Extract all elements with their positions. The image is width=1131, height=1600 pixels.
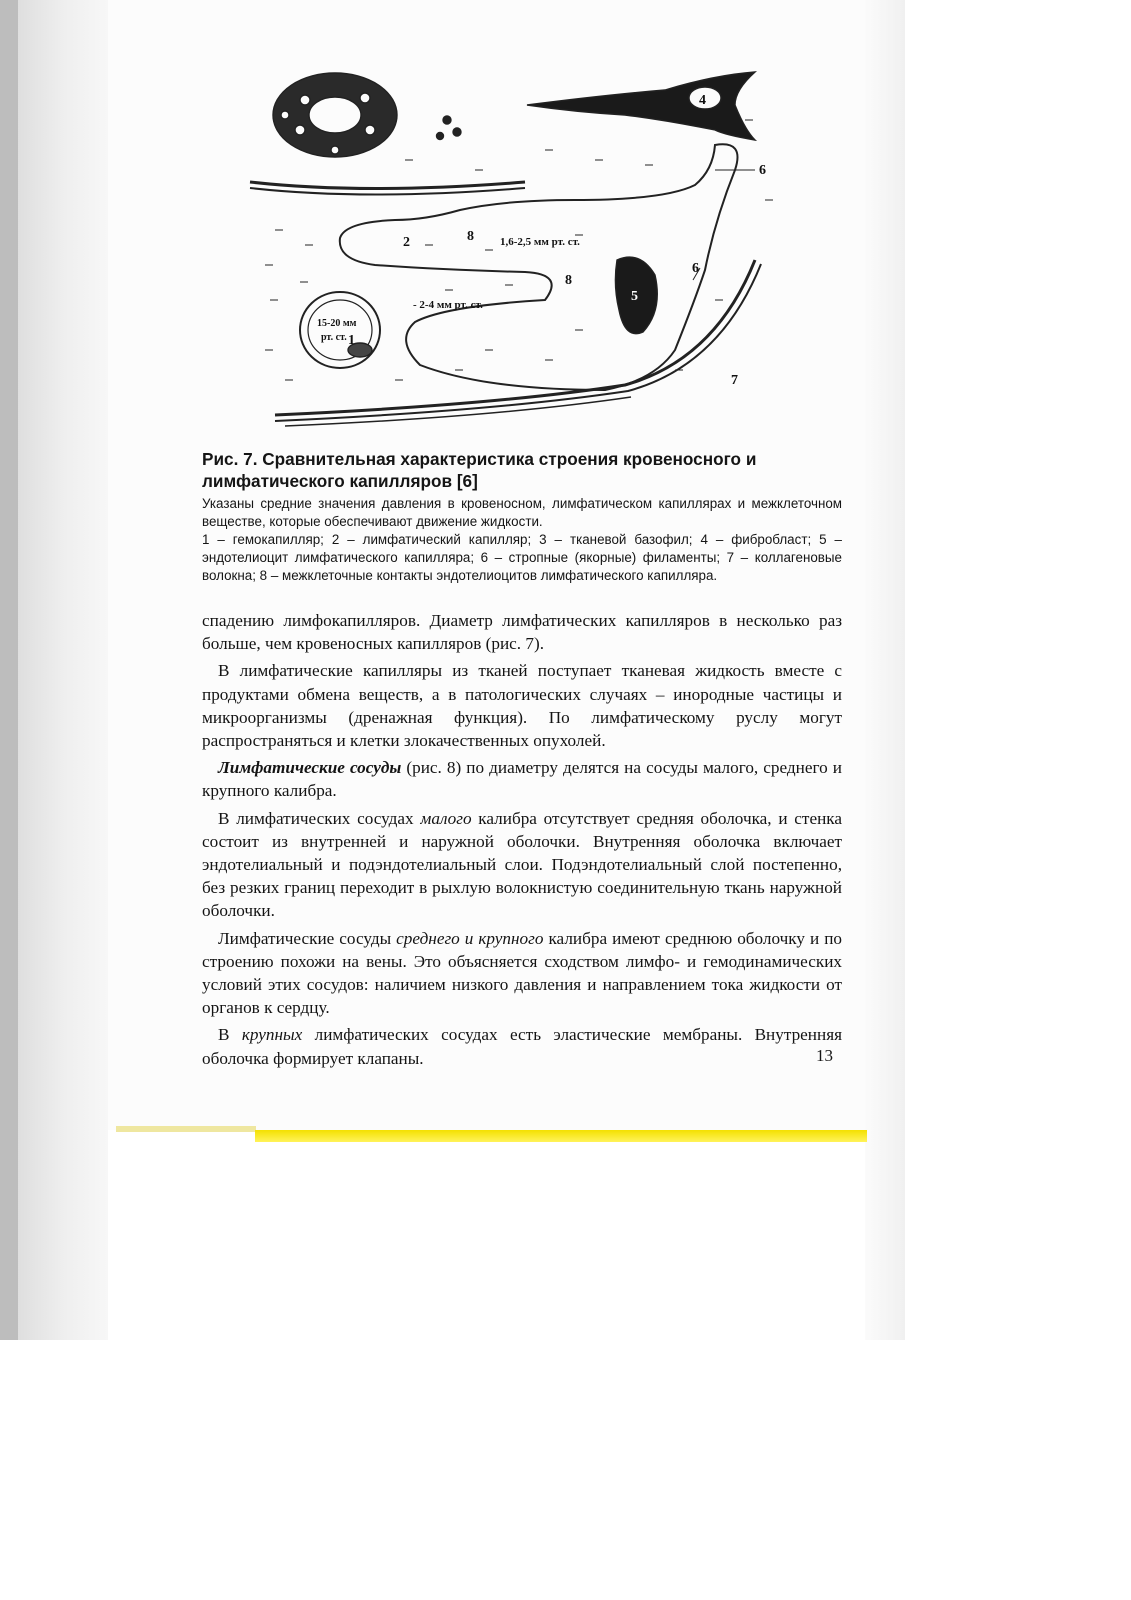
label-1: 1	[348, 333, 355, 348]
label-4: 4	[699, 93, 706, 108]
pressure-interstitial-label: - 2-4 мм рт. ст.	[413, 299, 483, 311]
paragraph-5-rest: калибра имеют среднюю оболочку и по строению похожи на вены. Это объясняется сходством лимфо- и гемодинамических условий этих сосудов: наличием низкого давления и направлением тока жидкости от органов к сердцу.	[202, 928, 843, 1018]
label-7: 7	[731, 373, 738, 388]
blood-capillary	[300, 292, 380, 368]
lymphatic-capillary	[340, 144, 738, 390]
paragraph-5-start: Лимфатические сосуды	[218, 928, 397, 948]
caption-description: Указаны средние значения давления в кровеносном, лимфатическом капиллярах и межклеточном веществе, которые обеспечивают движение жидкости.	[202, 496, 842, 529]
yellow-cover-edge	[255, 1130, 867, 1142]
label-5: 5	[631, 289, 638, 304]
paragraph-4	[202, 807, 842, 923]
paragraph-6-rest: лимфатических сосудах есть эластические мембраны. Внутренняя оболочка формирует клапаны.	[202, 1025, 843, 1068]
label-8b: 8	[565, 273, 572, 288]
pressure-lymph-label: 1,6-2,5 мм рт. ст.	[500, 236, 580, 248]
emphasis-small: малого	[420, 808, 472, 828]
cover-edge	[116, 1126, 256, 1132]
book-spine-shadow	[0, 0, 108, 1340]
paragraph-4-start: В лимфатических сосудах	[218, 808, 421, 828]
paragraph-3-rest: (рис. 8) по диаметру делятся на сосуды малого, среднего и крупного калибра.	[202, 758, 842, 801]
emphasis-medium-large: среднего и крупного	[396, 928, 544, 948]
label-6b: 6	[692, 261, 699, 276]
paragraph-6	[202, 1023, 842, 1069]
paragraph-5	[202, 927, 842, 1020]
capillary-diagram-svg	[245, 60, 815, 440]
emphasis-large: крупных	[241, 1025, 303, 1045]
collagen-fiber-lower	[275, 260, 755, 415]
paragraph-6-start: В	[218, 1025, 242, 1045]
paragraph-1: спадению лимфокапилляров. Диаметр лимфатических капилляров в несколько раз больше, чем кровеносных капилляров (рис. 7).	[202, 611, 842, 654]
label-2: 2	[403, 235, 410, 250]
page-number: 13	[816, 1046, 833, 1065]
caption-title: Рис. 7. Сравнительная характеристика строения кровеносного и лимфатического капилляров [6]	[202, 449, 757, 491]
body-text	[202, 609, 842, 1074]
label-8a: 8	[467, 229, 474, 244]
term-lymphatic-vessels: Лимфатические сосуды	[218, 758, 402, 778]
collagen-fiber-upper	[250, 182, 525, 189]
scan-margin	[865, 0, 905, 1340]
paragraph-2: В лимфатические капилляры из тканей поступает тканевая жидкость вместе с продуктами обмена веществ, а в патологических случаях – инородные частицы и микроорганизмы (дренажная функция). По лимфатическому руслу могут распространяться и клетки злокачественных опухолей.	[202, 661, 842, 751]
label-6a: 6	[759, 163, 766, 178]
figure-caption	[202, 448, 842, 585]
caption-legend: 1 – гемокапилляр; 2 – лимфатический капилляр; 3 – тканевой базофил; 4 – фибробласт; 5 – эндотелиоцит лимфатического капилляра; 6 – стропные (якорные) филаменты; 7 – коллагеновые волокна; 8 – межклеточные контакты эндотелиоцитов лимфатического капилляра.	[202, 532, 842, 583]
pressure-blood-label-2: рт. ст.	[321, 332, 347, 343]
label-3: 3	[329, 108, 337, 124]
paragraph-3	[202, 756, 842, 802]
pressure-blood-label-1: 15-20 мм	[317, 318, 357, 329]
paragraph-4-rest: калибра отсутствует средняя оболочка, и стенка состоит из внутренней и наружной оболочки. Внутренняя оболочка включает эндотелиальный и подэндотелиальный слои. Подэндотелиальный слой постепенно, без резких границ переходит в рыхлую волокнистую соединительную ткань наружной оболочки.	[202, 808, 842, 921]
fibroblast-cell	[527, 72, 755, 140]
capillary-diagram	[245, 60, 815, 440]
